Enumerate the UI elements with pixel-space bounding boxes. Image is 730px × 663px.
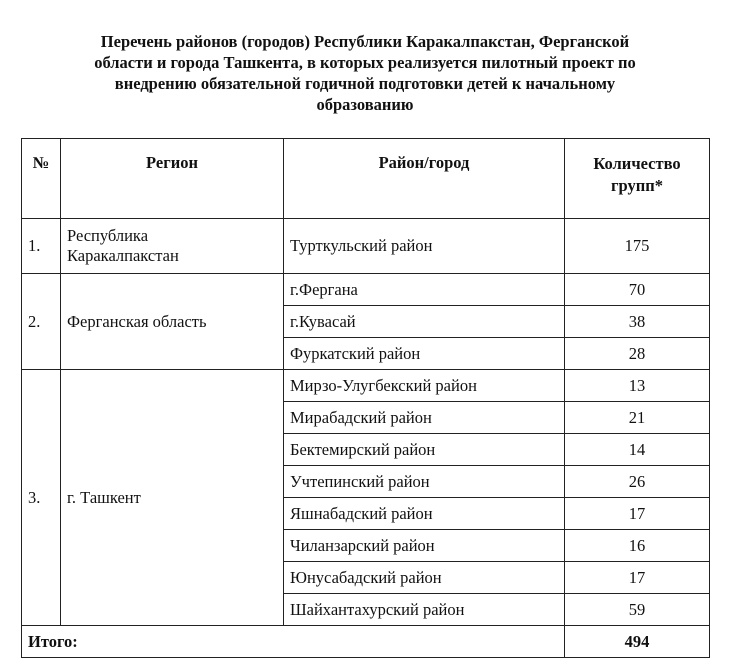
district-cell: Учтепинский район bbox=[284, 466, 565, 498]
total-value: 494 bbox=[565, 626, 710, 658]
group-region bbox=[61, 219, 284, 274]
count-cell: 14 bbox=[565, 434, 710, 466]
count-cell: 17 bbox=[565, 562, 710, 594]
header-district: Район/город bbox=[284, 139, 565, 219]
district-cell: г.Кувасай bbox=[284, 306, 565, 338]
table-header-row bbox=[22, 139, 710, 219]
group-num: 1. bbox=[22, 219, 61, 274]
district-cell: Фуркатский район bbox=[284, 338, 565, 370]
title-line: внедрению обязательной годичной подготовки детей к начальному bbox=[114, 74, 616, 93]
document-title bbox=[40, 31, 690, 115]
count-cell: 13 bbox=[565, 370, 710, 402]
table-row bbox=[22, 274, 710, 306]
count-cell: 26 bbox=[565, 466, 710, 498]
district-cell: г.Фергана bbox=[284, 274, 565, 306]
group-num: 3. bbox=[22, 370, 61, 626]
count-cell: 38 bbox=[565, 306, 710, 338]
group-region: Ферганская область bbox=[61, 274, 284, 370]
districts-table bbox=[21, 138, 710, 658]
count-cell: 16 bbox=[565, 530, 710, 562]
district-cell: Бектемирский район bbox=[284, 434, 565, 466]
district-cell: Мирабадский район bbox=[284, 402, 565, 434]
district-cell: Юнусабадский район bbox=[284, 562, 565, 594]
count-cell: 59 bbox=[565, 594, 710, 626]
district-cell: Шайхантахурский район bbox=[284, 594, 565, 626]
count-cell: 17 bbox=[565, 498, 710, 530]
table-row bbox=[22, 370, 710, 402]
district-cell: Турткульский район bbox=[284, 219, 565, 274]
count-cell: 28 bbox=[565, 338, 710, 370]
title-line: Перечень районов (городов) Республики Каракалпакстан, Ферганской bbox=[100, 32, 630, 51]
header-count-line1: Количество bbox=[593, 154, 681, 173]
count-cell: 175 bbox=[565, 219, 710, 274]
total-label: Итого: bbox=[22, 626, 565, 658]
total-row bbox=[22, 626, 710, 658]
count-cell: 21 bbox=[565, 402, 710, 434]
title-line: области и города Ташкента, в которых реализуется пилотный проект по bbox=[94, 53, 636, 72]
region-line2: Каракалпакстан bbox=[67, 246, 179, 265]
group-region: г. Ташкент bbox=[61, 370, 284, 626]
region-line1: Республика bbox=[67, 226, 149, 245]
district-cell: Яшнабадский район bbox=[284, 498, 565, 530]
district-cell: Мирзо-Улугбекский район bbox=[284, 370, 565, 402]
count-cell: 70 bbox=[565, 274, 710, 306]
header-num: № bbox=[22, 139, 61, 219]
header-count-line2: групп* bbox=[611, 176, 663, 195]
title-line: образованию bbox=[316, 95, 414, 114]
header-count bbox=[565, 139, 710, 219]
district-cell: Чиланзарский район bbox=[284, 530, 565, 562]
header-region: Регион bbox=[61, 139, 284, 219]
group-num: 2. bbox=[22, 274, 61, 370]
table-row bbox=[22, 219, 710, 274]
